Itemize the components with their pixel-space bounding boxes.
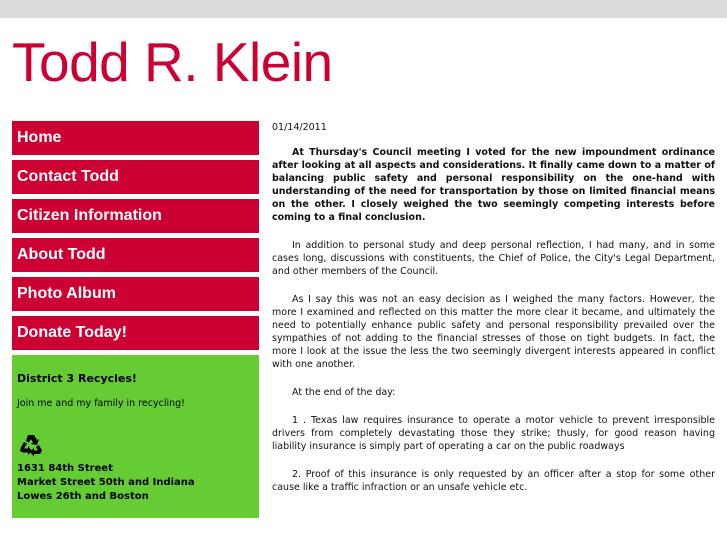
- article-paragraph: At Thursday's Council meeting I voted for the new impoundment ordinance after looking at all aspects and considerations. It finally came down to a matter of balancing public safety and personal responsibility on the one-hand with understanding of the need for transportation by those on limited financial means on the other. I closely weighed the two seemingly competing interests before coming to a final conclusion.: [272, 147, 715, 223]
- recycle-icon: [18, 434, 44, 458]
- recycling-location: Lowes 26th and Boston: [17, 491, 149, 502]
- article-paragraph: 1 . Texas law requires insurance to operate a motor vehicle to prevent irresponsible drivers from completely devastating those they strike; thusly, for good reason having liability insurance is simply part of operating a car on the public roadways: [272, 415, 715, 452]
- nav-item-citizen-information[interactable]: Citizen Information: [12, 199, 259, 233]
- nav-item-donate-today[interactable]: Donate Today!: [12, 316, 259, 350]
- article-paragraph: In addition to personal study and deep personal reflection, I had many, and in some cases long, discussions with constituents, the Chief of Police, the City's Legal Department, and other members of the Council.: [272, 240, 715, 277]
- article: [272, 121, 715, 509]
- recycling-panel: [12, 355, 259, 518]
- article-paragraph: As I say this was not an easy decision as I weighed the many factors. However, the more I examined and reflected on this matter the more clear it became, and ultimately the need to potentially enhance public safety and personal responsibility prevailed over the sympathies of not adding to the financial stresses of those on tight budgets. In fact, the more I look at the issue the less the two seemingly divergent interests appeared in conflict with one another.: [272, 294, 715, 370]
- top-bar: [0, 0, 727, 18]
- nav-item-about-todd[interactable]: About Todd: [12, 238, 259, 272]
- main-nav: [12, 121, 259, 355]
- article-paragraph: At the end of the day:: [292, 387, 396, 398]
- nav-item-contact-todd[interactable]: Contact Todd: [12, 160, 259, 194]
- recycling-title: District 3 Recycles!: [17, 372, 137, 385]
- recycling-location: 1631 84th Street: [17, 463, 113, 474]
- recycling-locations: [17, 462, 195, 504]
- site-title: Todd R. Klein: [12, 31, 333, 93]
- recycling-location: Market Street 50th and Indiana: [17, 477, 195, 488]
- recycling-text: Join me and my family in recycling!: [17, 398, 185, 409]
- article-date: 01/14/2011: [272, 122, 327, 133]
- nav-item-home[interactable]: Home: [12, 121, 259, 155]
- nav-item-photo-album[interactable]: Photo Album: [12, 277, 259, 311]
- article-paragraph: 2. Proof of this insurance is only requested by an officer after a stop for some other cause like a traffic infraction or an unsafe vehicle etc.: [272, 469, 715, 493]
